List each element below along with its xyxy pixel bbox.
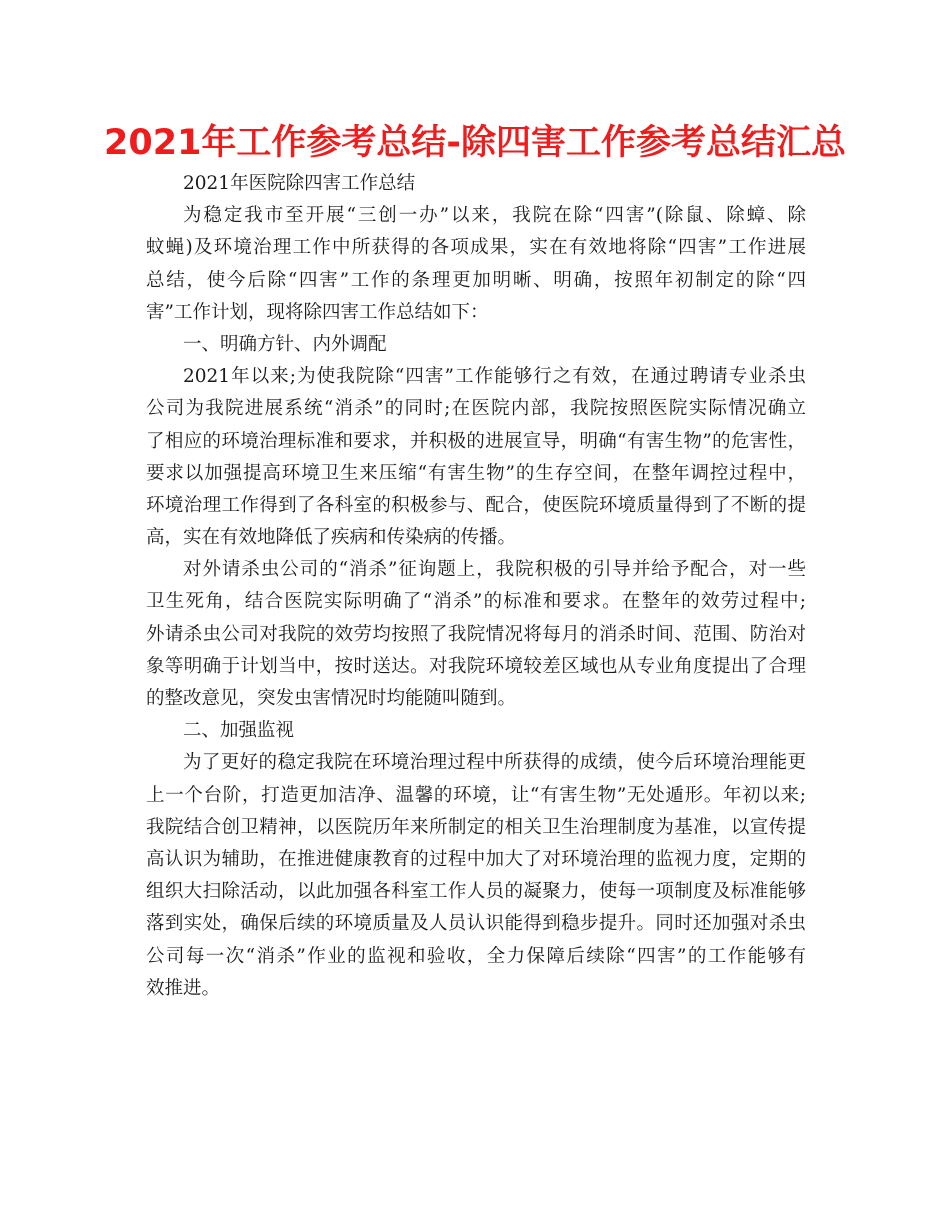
- paragraph-line: 对外请杀虫公司的“消杀”征询题上，我院积极的引导并给予配合，对一些: [183, 559, 806, 581]
- paragraph-line: 为了更好的稳定我院在环境治理过程中所获得的成绩，使今后环境治理能更: [183, 752, 806, 774]
- paragraph-line: 环境治理工作得到了各科室的积极参与、配合，使医院环境质量得到了不断的提: [146, 494, 806, 516]
- document-title: 2021年工作参考总结-除四害工作参考总结汇总: [104, 123, 846, 163]
- paragraph-line: 总结，使今后除“四害”工作的条理更加明晰、明确，按照年初制定的除“四: [146, 269, 806, 291]
- paragraph-line: 效推进。: [146, 977, 221, 999]
- paragraph-line: 2021年以来;为使我院除“四害”工作能够行之有效，在通过聘请专业杀虫: [183, 366, 806, 388]
- paragraph-line: 组织大扫除活动，以此加强各科室工作人员的凝聚力，使每一项制度及标准能够: [146, 881, 806, 903]
- paragraph-line: 卫生死角，结合医院实际明确了“消杀”的标准和要求。在整年的效劳过程中;: [146, 591, 806, 613]
- section-heading: 二、加强监视: [183, 720, 295, 742]
- paragraph-line: 为稳定我市至开展“三创一办”以来，我院在除“四害”(除鼠、除蟑、除: [183, 205, 806, 227]
- document-body: [146, 168, 806, 1005]
- paragraph-line: 的整改意见，突发虫害情况时均能随叫随到。: [146, 688, 517, 709]
- paragraph-line: 害”工作计划，现将除四害工作总结如下：: [146, 301, 489, 323]
- paragraph-line: 上一个台阶，打造更加洁净、温馨的环境，让“有害生物”无处遁形。年初以来;: [146, 784, 806, 806]
- paragraph-line: 象等明确于计划当中，按时送达。对我院环境较差区域也从专业角度提出了合理: [146, 655, 806, 677]
- paragraph-line: 落到实处，确保后续的环境质量及人员认识能得到稳步提升。同时还加强对杀虫: [146, 913, 806, 935]
- paragraph-line: 高认识为辅助，在推进健康教育的过程中加大了对环境治理的监视力度，定期的: [146, 848, 806, 870]
- paragraph-line: 了相应的环境治理标准和要求，并积极的进展宣导，明确“有害生物”的危害性，: [146, 430, 806, 452]
- paragraph-line: 我院结合创卫精神，以医院历年来所制定的相关卫生治理制度为基准，以宣传提: [146, 816, 806, 838]
- paragraph-line: 要求以加强提高环境卫生来压缩“有害生物”的生存空间，在整年调控过程中，: [146, 462, 806, 484]
- paragraph-line: 公司为我院进展系统“消杀”的同时;在医院内部，我院按照医院实际情况确立: [146, 398, 806, 420]
- paragraph-line: 外请杀虫公司对我院的效劳均按照了我院情况将每月的消杀时间、范围、防治对: [146, 623, 806, 645]
- subtitle-line: 2021年医院除四害工作总结: [183, 173, 416, 194]
- paragraph-line: 蚊蝇)及环境治理工作中所获得的各项成果，实在有效地将除“四害”工作进展: [146, 237, 806, 259]
- paragraph-line: 高，实在有效地降低了疾病和传染病的传播。: [146, 527, 517, 549]
- paragraph-line: 公司每一次“消杀”作业的监视和验收，全力保障后续除“四害”的工作能够有: [146, 945, 806, 967]
- section-heading: 一、明确方针、内外调配: [183, 333, 387, 355]
